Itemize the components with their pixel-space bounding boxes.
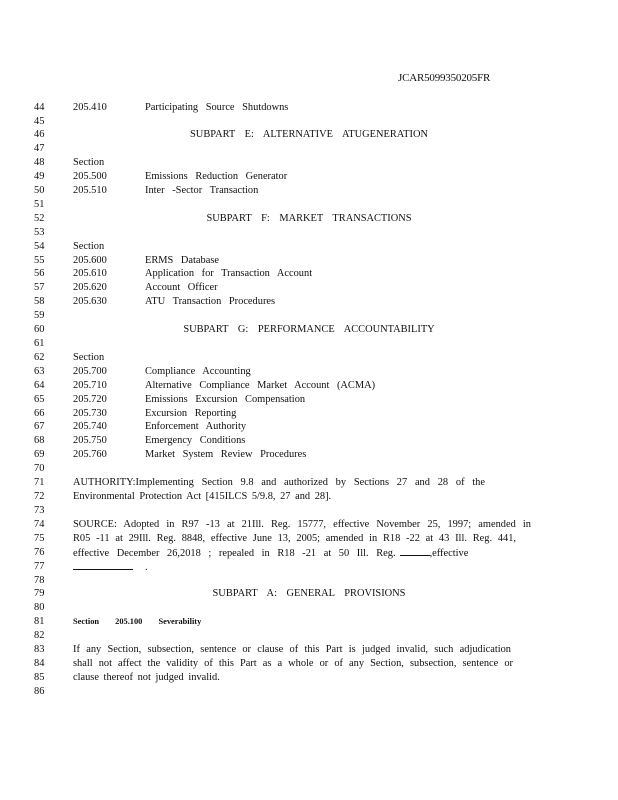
- section-number: 205.500: [73, 171, 107, 182]
- line-number: 83: [34, 644, 45, 655]
- line-45: [0, 115, 618, 129]
- section-number: 205.600: [73, 255, 107, 266]
- line-61: [0, 337, 618, 351]
- line-70: [0, 462, 618, 476]
- paragraph-line: AUTHORITY:Implementing Section 9.8 and authorized by Sections 27 and 28 of the: [73, 477, 485, 488]
- line-55: [0, 254, 618, 268]
- section-title: Enforcement Authority: [145, 421, 247, 432]
- document-id: JCAR5099350205FR: [398, 72, 491, 84]
- line-78: [0, 574, 618, 588]
- line-53: [0, 226, 618, 240]
- section-title: ERMS Database: [145, 255, 219, 266]
- paragraph-line: R05 -11 at 29Ill. Reg. 8848, effective June 13, 2005; amended in R18 -22 at 43 Ill. Reg. 441,: [73, 533, 516, 544]
- section-title: Market System Review Procedures: [145, 449, 307, 460]
- section-heading: Section 205.100 Severability: [73, 617, 202, 626]
- section-title: Emissions Excursion Compensation: [145, 394, 306, 405]
- line-number: 84: [34, 658, 45, 669]
- line-number: 59: [34, 310, 45, 321]
- line-62: [0, 351, 618, 365]
- paragraph-suffix: ,effective: [429, 548, 469, 559]
- paragraph-line: clause thereof not judged invalid.: [73, 672, 220, 683]
- line-number: 76: [34, 547, 45, 558]
- line-number: 48: [34, 157, 45, 168]
- line-77: [0, 560, 618, 574]
- subpart-heading: SUBPART A: GENERAL PROVISIONS: [212, 588, 406, 599]
- line-66: [0, 407, 618, 421]
- subpart-heading: SUBPART F: MARKET TRANSACTIONS: [206, 213, 412, 224]
- subpart-heading: SUBPART G: PERFORMANCE ACCOUNTABILITY: [183, 324, 435, 335]
- paragraph-line: If any Section, subsection, sentence or clause of this Part is judged invalid, such adjudication: [73, 644, 511, 655]
- section-number: 205.700: [73, 366, 107, 377]
- paragraph-text: effective December 26,2018 ; repealed in R18 -21 at 50 Ill. Reg.: [73, 548, 396, 559]
- line-49: [0, 170, 618, 184]
- section-title: Excursion Reporting: [145, 408, 237, 419]
- section-title: Alternative Compliance Market Account (ACMA): [145, 380, 376, 391]
- line-number: 58: [34, 296, 45, 307]
- line-number: 50: [34, 185, 45, 196]
- section-title: Participating Source Shutdowns: [145, 102, 289, 113]
- paragraph-line: SOURCE: Adopted in R97 -13 at 21Ill. Reg. 15777, effective November 25, 1997; amended in: [73, 519, 531, 530]
- line-51: [0, 198, 618, 212]
- line-number: 46: [34, 129, 45, 140]
- line-54: [0, 240, 618, 254]
- line-number: 81: [34, 616, 45, 627]
- line-number: 72: [34, 491, 45, 502]
- fill-in-blank: [73, 560, 133, 570]
- line-52: [0, 212, 618, 226]
- line-83: [0, 643, 618, 657]
- line-number: 71: [34, 477, 45, 488]
- section-title: Account Officer: [145, 282, 218, 293]
- paragraph-suffix: .: [145, 562, 148, 573]
- line-69: [0, 448, 618, 462]
- subpart-heading: SUBPART E: ALTERNATIVE ATUGENERATION: [190, 129, 428, 140]
- paragraph-line: [73, 546, 468, 561]
- fill-in-blank: [400, 546, 430, 556]
- line-57: [0, 281, 618, 295]
- line-44: [0, 101, 618, 115]
- line-73: [0, 504, 618, 518]
- line-number: 57: [34, 282, 45, 293]
- section-number: 205.750: [73, 435, 107, 446]
- line-number: 69: [34, 449, 45, 460]
- line-74: [0, 518, 618, 532]
- line-85: [0, 671, 618, 685]
- line-79: [0, 587, 618, 601]
- line-47: [0, 142, 618, 156]
- line-number: 78: [34, 575, 45, 586]
- line-82: [0, 629, 618, 643]
- line-number: 67: [34, 421, 45, 432]
- line-67: [0, 420, 618, 434]
- paragraph-line: [73, 560, 148, 575]
- section-number: Section: [73, 157, 105, 168]
- line-number: 64: [34, 380, 45, 391]
- line-number: 47: [34, 143, 45, 154]
- line-64: [0, 379, 618, 393]
- section-number: 205.740: [73, 421, 107, 432]
- section-number: Section: [73, 241, 105, 252]
- section-number: 205.630: [73, 296, 107, 307]
- line-number: 44: [34, 102, 45, 113]
- section-number: 205.710: [73, 380, 107, 391]
- line-65: [0, 393, 618, 407]
- line-number: 53: [34, 227, 45, 238]
- line-number: 49: [34, 171, 45, 182]
- line-71: [0, 476, 618, 490]
- line-number: 85: [34, 672, 45, 683]
- line-number: 54: [34, 241, 45, 252]
- paragraph-line: Environmental Protection Act [415ILCS 5/9.8, 27 and 28].: [73, 491, 332, 502]
- line-number: 55: [34, 255, 45, 266]
- line-number: 73: [34, 505, 45, 516]
- line-50: [0, 184, 618, 198]
- line-number: 51: [34, 199, 45, 210]
- line-86: [0, 685, 618, 699]
- section-number: 205.510: [73, 185, 107, 196]
- line-number: 68: [34, 435, 45, 446]
- section-number: 205.410: [73, 102, 107, 113]
- line-75: [0, 532, 618, 546]
- line-76: [0, 546, 618, 560]
- line-number: 74: [34, 519, 45, 530]
- line-81: [0, 615, 618, 629]
- section-number: 205.760: [73, 449, 107, 460]
- line-56: [0, 267, 618, 281]
- line-63: [0, 365, 618, 379]
- line-number: 77: [34, 561, 45, 572]
- line-46: [0, 128, 618, 142]
- line-number: 82: [34, 630, 45, 641]
- line-number: 61: [34, 338, 45, 349]
- line-number: 62: [34, 352, 45, 363]
- line-48: [0, 156, 618, 170]
- section-number: 205.620: [73, 282, 107, 293]
- line-60: [0, 323, 618, 337]
- line-number: 75: [34, 533, 45, 544]
- line-number: 56: [34, 268, 45, 279]
- line-84: [0, 657, 618, 671]
- line-number: 65: [34, 394, 45, 405]
- line-number: 60: [34, 324, 45, 335]
- section-title: Compliance Accounting: [145, 366, 251, 377]
- line-59: [0, 309, 618, 323]
- line-68: [0, 434, 618, 448]
- line-number: 70: [34, 463, 45, 474]
- line-80: [0, 601, 618, 615]
- line-number: 80: [34, 602, 45, 613]
- section-number: Section: [73, 352, 105, 363]
- line-number: 79: [34, 588, 45, 599]
- line-number: 52: [34, 213, 45, 224]
- section-title: ATU Transaction Procedures: [145, 296, 276, 307]
- section-number: 205.730: [73, 408, 107, 419]
- section-title: Application for Transaction Account: [145, 268, 313, 279]
- line-58: [0, 295, 618, 309]
- section-title: Inter -Sector Transaction: [145, 185, 259, 196]
- section-number: 205.610: [73, 268, 107, 279]
- section-title: Emergency Conditions: [145, 435, 246, 446]
- line-72: [0, 490, 618, 504]
- line-number: 45: [34, 116, 45, 127]
- line-number: 86: [34, 686, 45, 697]
- line-number: 66: [34, 408, 45, 419]
- section-number: 205.720: [73, 394, 107, 405]
- line-number: 63: [34, 366, 45, 377]
- section-title: Emissions Reduction Generator: [145, 171, 288, 182]
- paragraph-line: shall not affect the validity of this Part as a whole or of any Section, subsection, sentence or: [73, 658, 513, 669]
